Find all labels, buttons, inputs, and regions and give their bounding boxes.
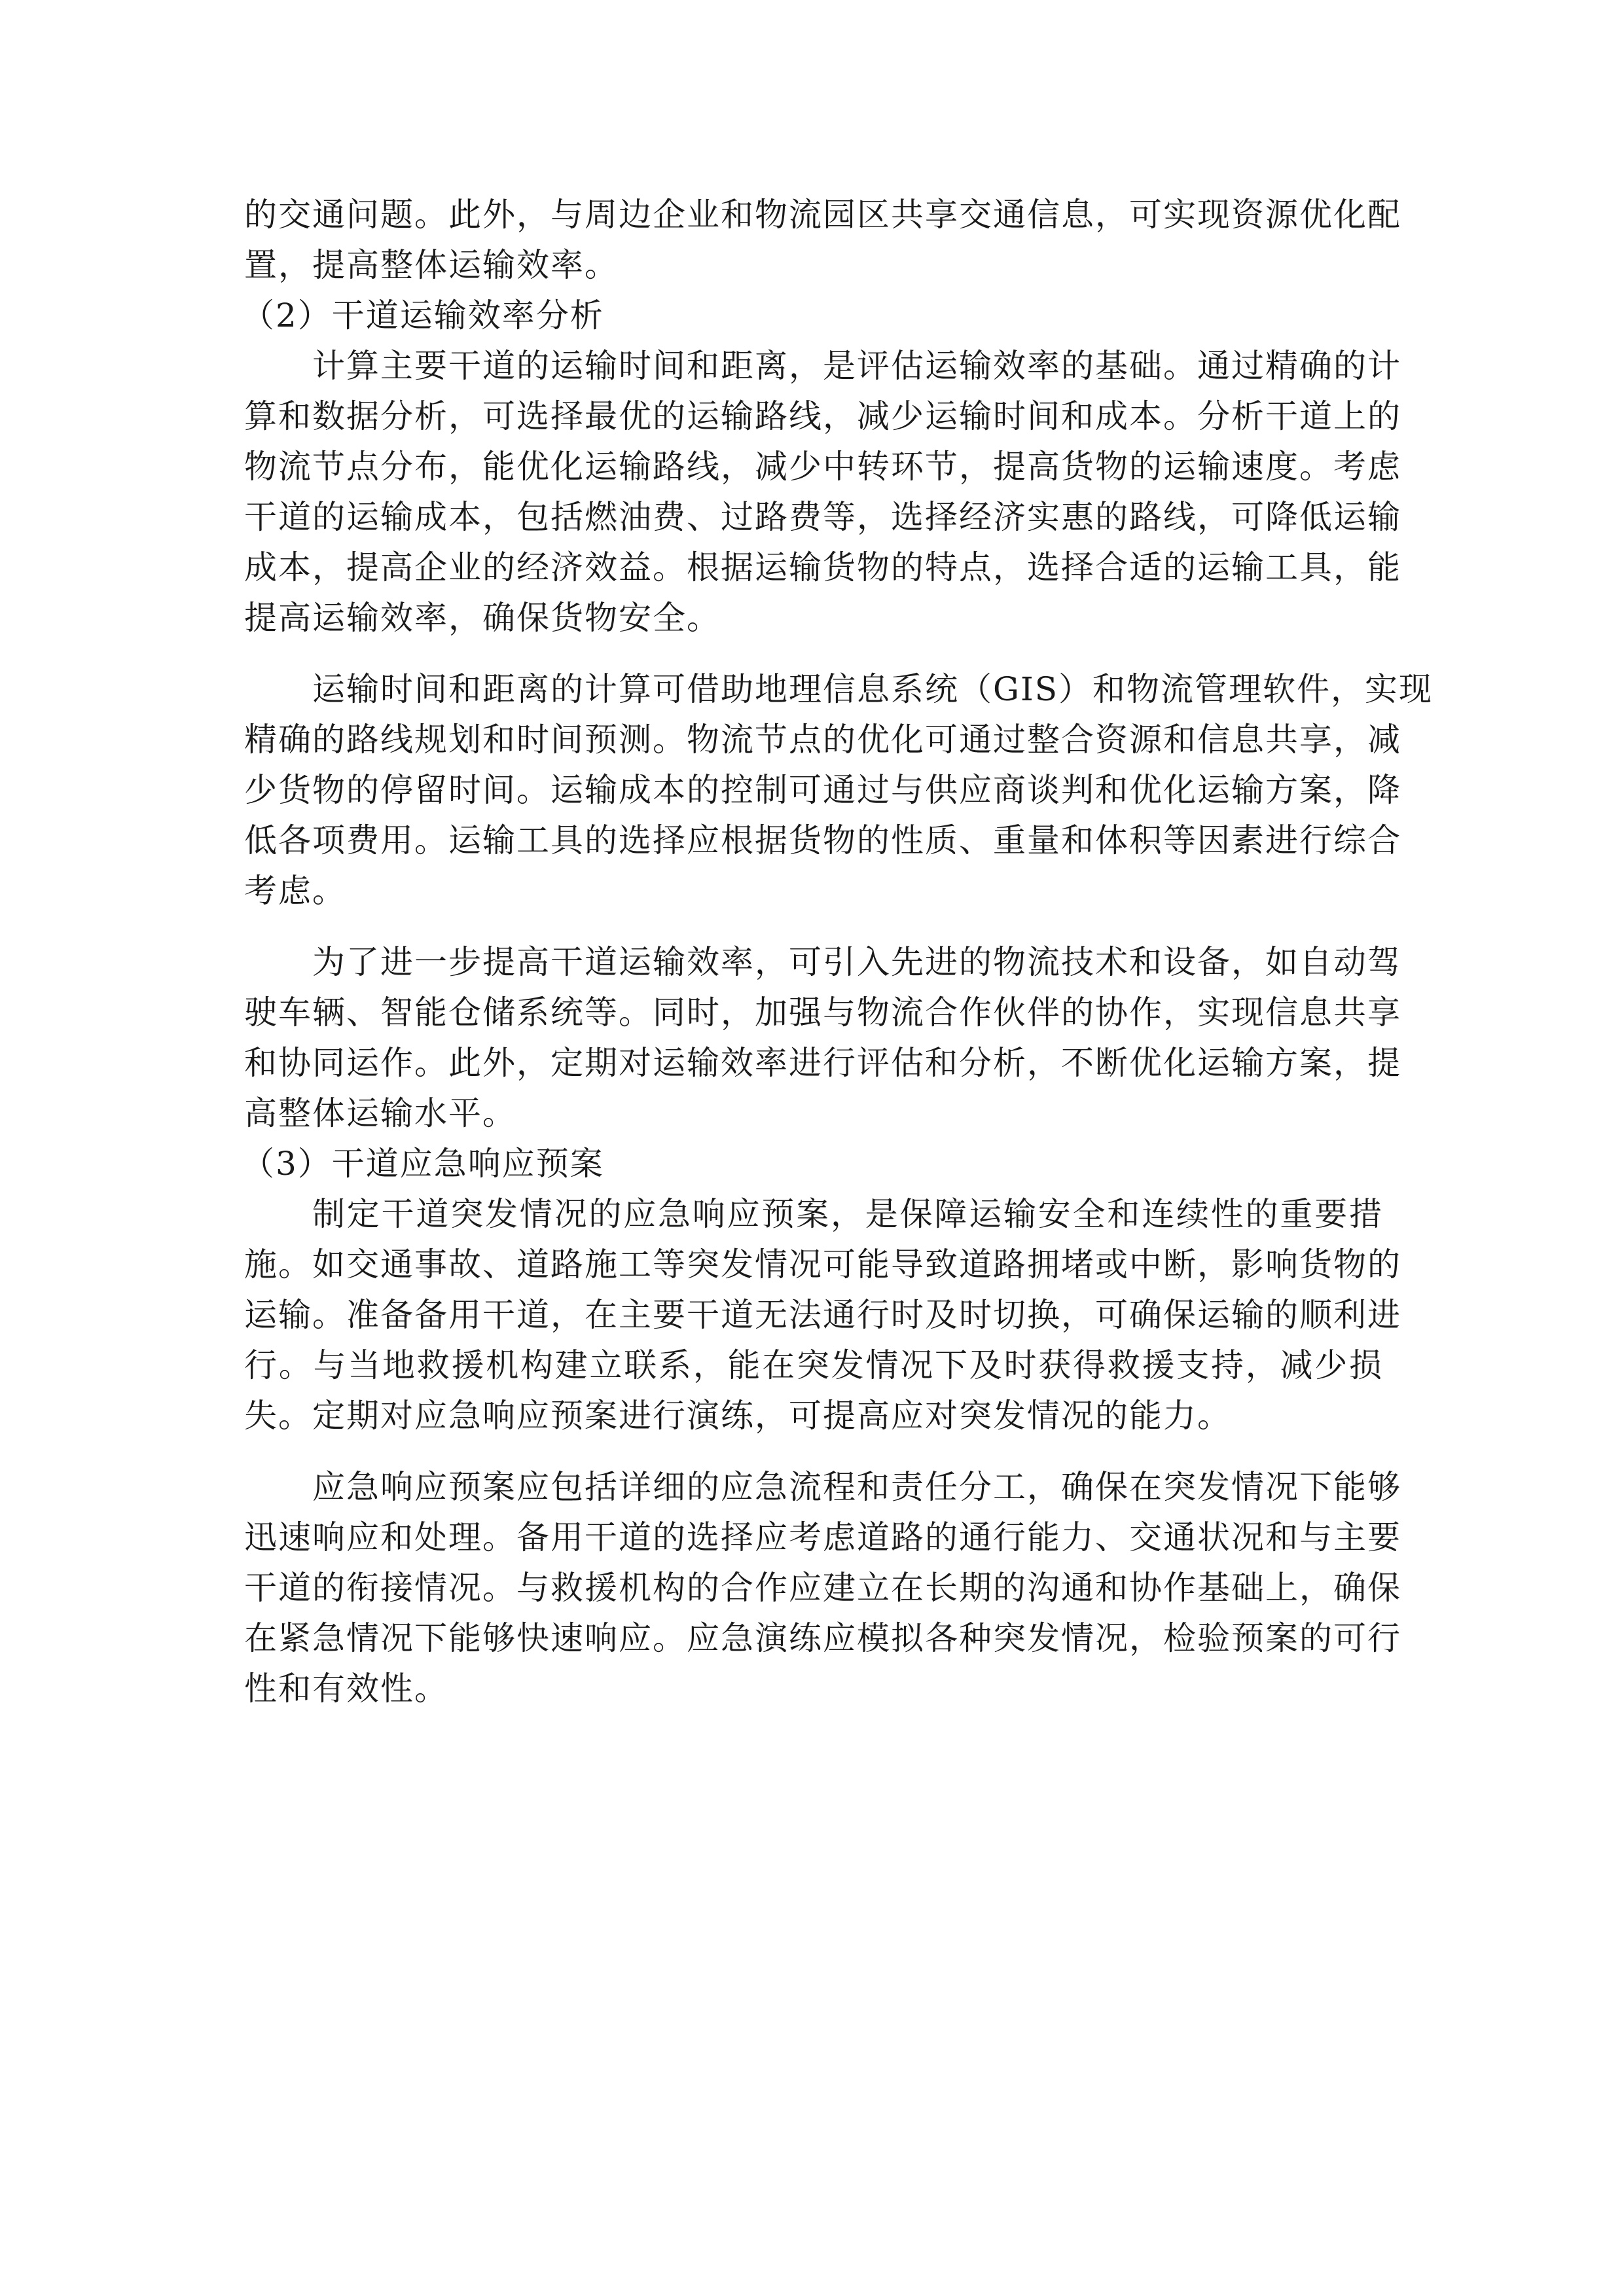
paragraph (244, 195, 1401, 296)
text-line: 施。如交通事故、道路施工等突发情况可能导致道路拥堵或中断，影响货物的 (244, 1246, 1401, 1283)
text-line: 在紧急情况下能够快速响应。应急演练应模拟各种突发情况，检验预案的可行 (244, 1619, 1401, 1657)
text-line: 干道的衔接情况。与救援机构的合作应建立在长期的沟通和协作基础上，确保 (244, 1569, 1401, 1607)
section-heading (244, 296, 1383, 346)
text-line: 为了进一步提高干道运输效率，可引入先进的物流技术和设备，如自动驾 (312, 943, 1401, 981)
text-line: 精确的路线规划和时间预测。物流节点的优化可通过整合资源和信息共享，减 (244, 721, 1401, 759)
text-line: 运输。准备备用干道，在主要干道无法通行时及时切换，可确保运输的顺利进 (244, 1296, 1401, 1334)
text-line: 成本，提高企业的经济效益。根据运输货物的特点，选择合适的运输工具，能 (244, 548, 1401, 586)
paragraph-gap (244, 922, 1383, 942)
text-line: 迅速响应和处理。备用干道的选择应考虑道路的通行能力、交通状况和与主要 (244, 1518, 1401, 1556)
text-line: 和协同运作。此外，定期对运输效率进行评估和分析，不断优化运输方案，提 (244, 1044, 1401, 1082)
heading-text: （2）干道运输效率分析 (242, 296, 604, 334)
text-line: 应急响应预案应包括详细的应急流程和责任分工，确保在突发情况下能够 (312, 1468, 1401, 1506)
section-heading (244, 1144, 1383, 1194)
paragraph-gap (244, 649, 1383, 670)
text-line: 置，提高整体运输效率。 (244, 246, 619, 284)
paragraph (244, 670, 1433, 922)
paragraph (244, 346, 1401, 649)
text-line: 算和数据分析，可选择最优的运输路线，减少运输时间和成本。分析干道上的 (244, 397, 1401, 435)
text-line: 高整体运输水平。 (244, 1094, 516, 1132)
text-line: 提高运输效率，确保货物安全。 (244, 599, 721, 637)
paragraph (244, 942, 1401, 1144)
text-line: 干道的运输成本，包括燃油费、过路费等，选择经济实惠的路线，可降低运输 (244, 498, 1401, 536)
text-line: 考虑。 (244, 872, 346, 910)
text-line: 计算主要干道的运输时间和距离，是评估运输效率的基础。通过精确的计 (312, 347, 1401, 385)
text-line: 性和有效性。 (244, 1670, 448, 1708)
paragraph (244, 1194, 1401, 1446)
heading-text: （3）干道应急响应预案 (242, 1145, 604, 1183)
text-line: 行。与当地救援机构建立联系，能在突发情况下及时获得救援支持，减少损 (244, 1346, 1383, 1384)
text-line: 失。定期对应急响应预案进行演练，可提高应对突发情况的能力。 (244, 1397, 1231, 1435)
paragraph (244, 1467, 1401, 1719)
text-line: 少货物的停留时间。运输成本的控制可通过与供应商谈判和优化运输方案，降 (244, 771, 1401, 809)
text-line: 的交通问题。此外，与周边企业和物流园区共享交通信息，可实现资源优化配 (244, 196, 1401, 234)
text-line: 物流节点分布，能优化运输路线，减少中转环节，提高货物的运输速度。考虑 (244, 448, 1401, 486)
text-line: 制定干道突发情况的应急响应预案，是保障运输安全和连续性的重要措 (312, 1195, 1383, 1233)
paragraph-gap (244, 1446, 1383, 1467)
document-page (242, 195, 1433, 1719)
text-line: 运输时间和距离的计算可借助地理信息系统（GIS）和物流管理软件，实现 (312, 670, 1433, 708)
text-line: 低各项费用。运输工具的选择应根据货物的性质、重量和体积等因素进行综合 (244, 821, 1401, 859)
text-line: 驶车辆、智能仓储系统等。同时，加强与物流合作伙伴的协作，实现信息共享 (244, 994, 1401, 1031)
